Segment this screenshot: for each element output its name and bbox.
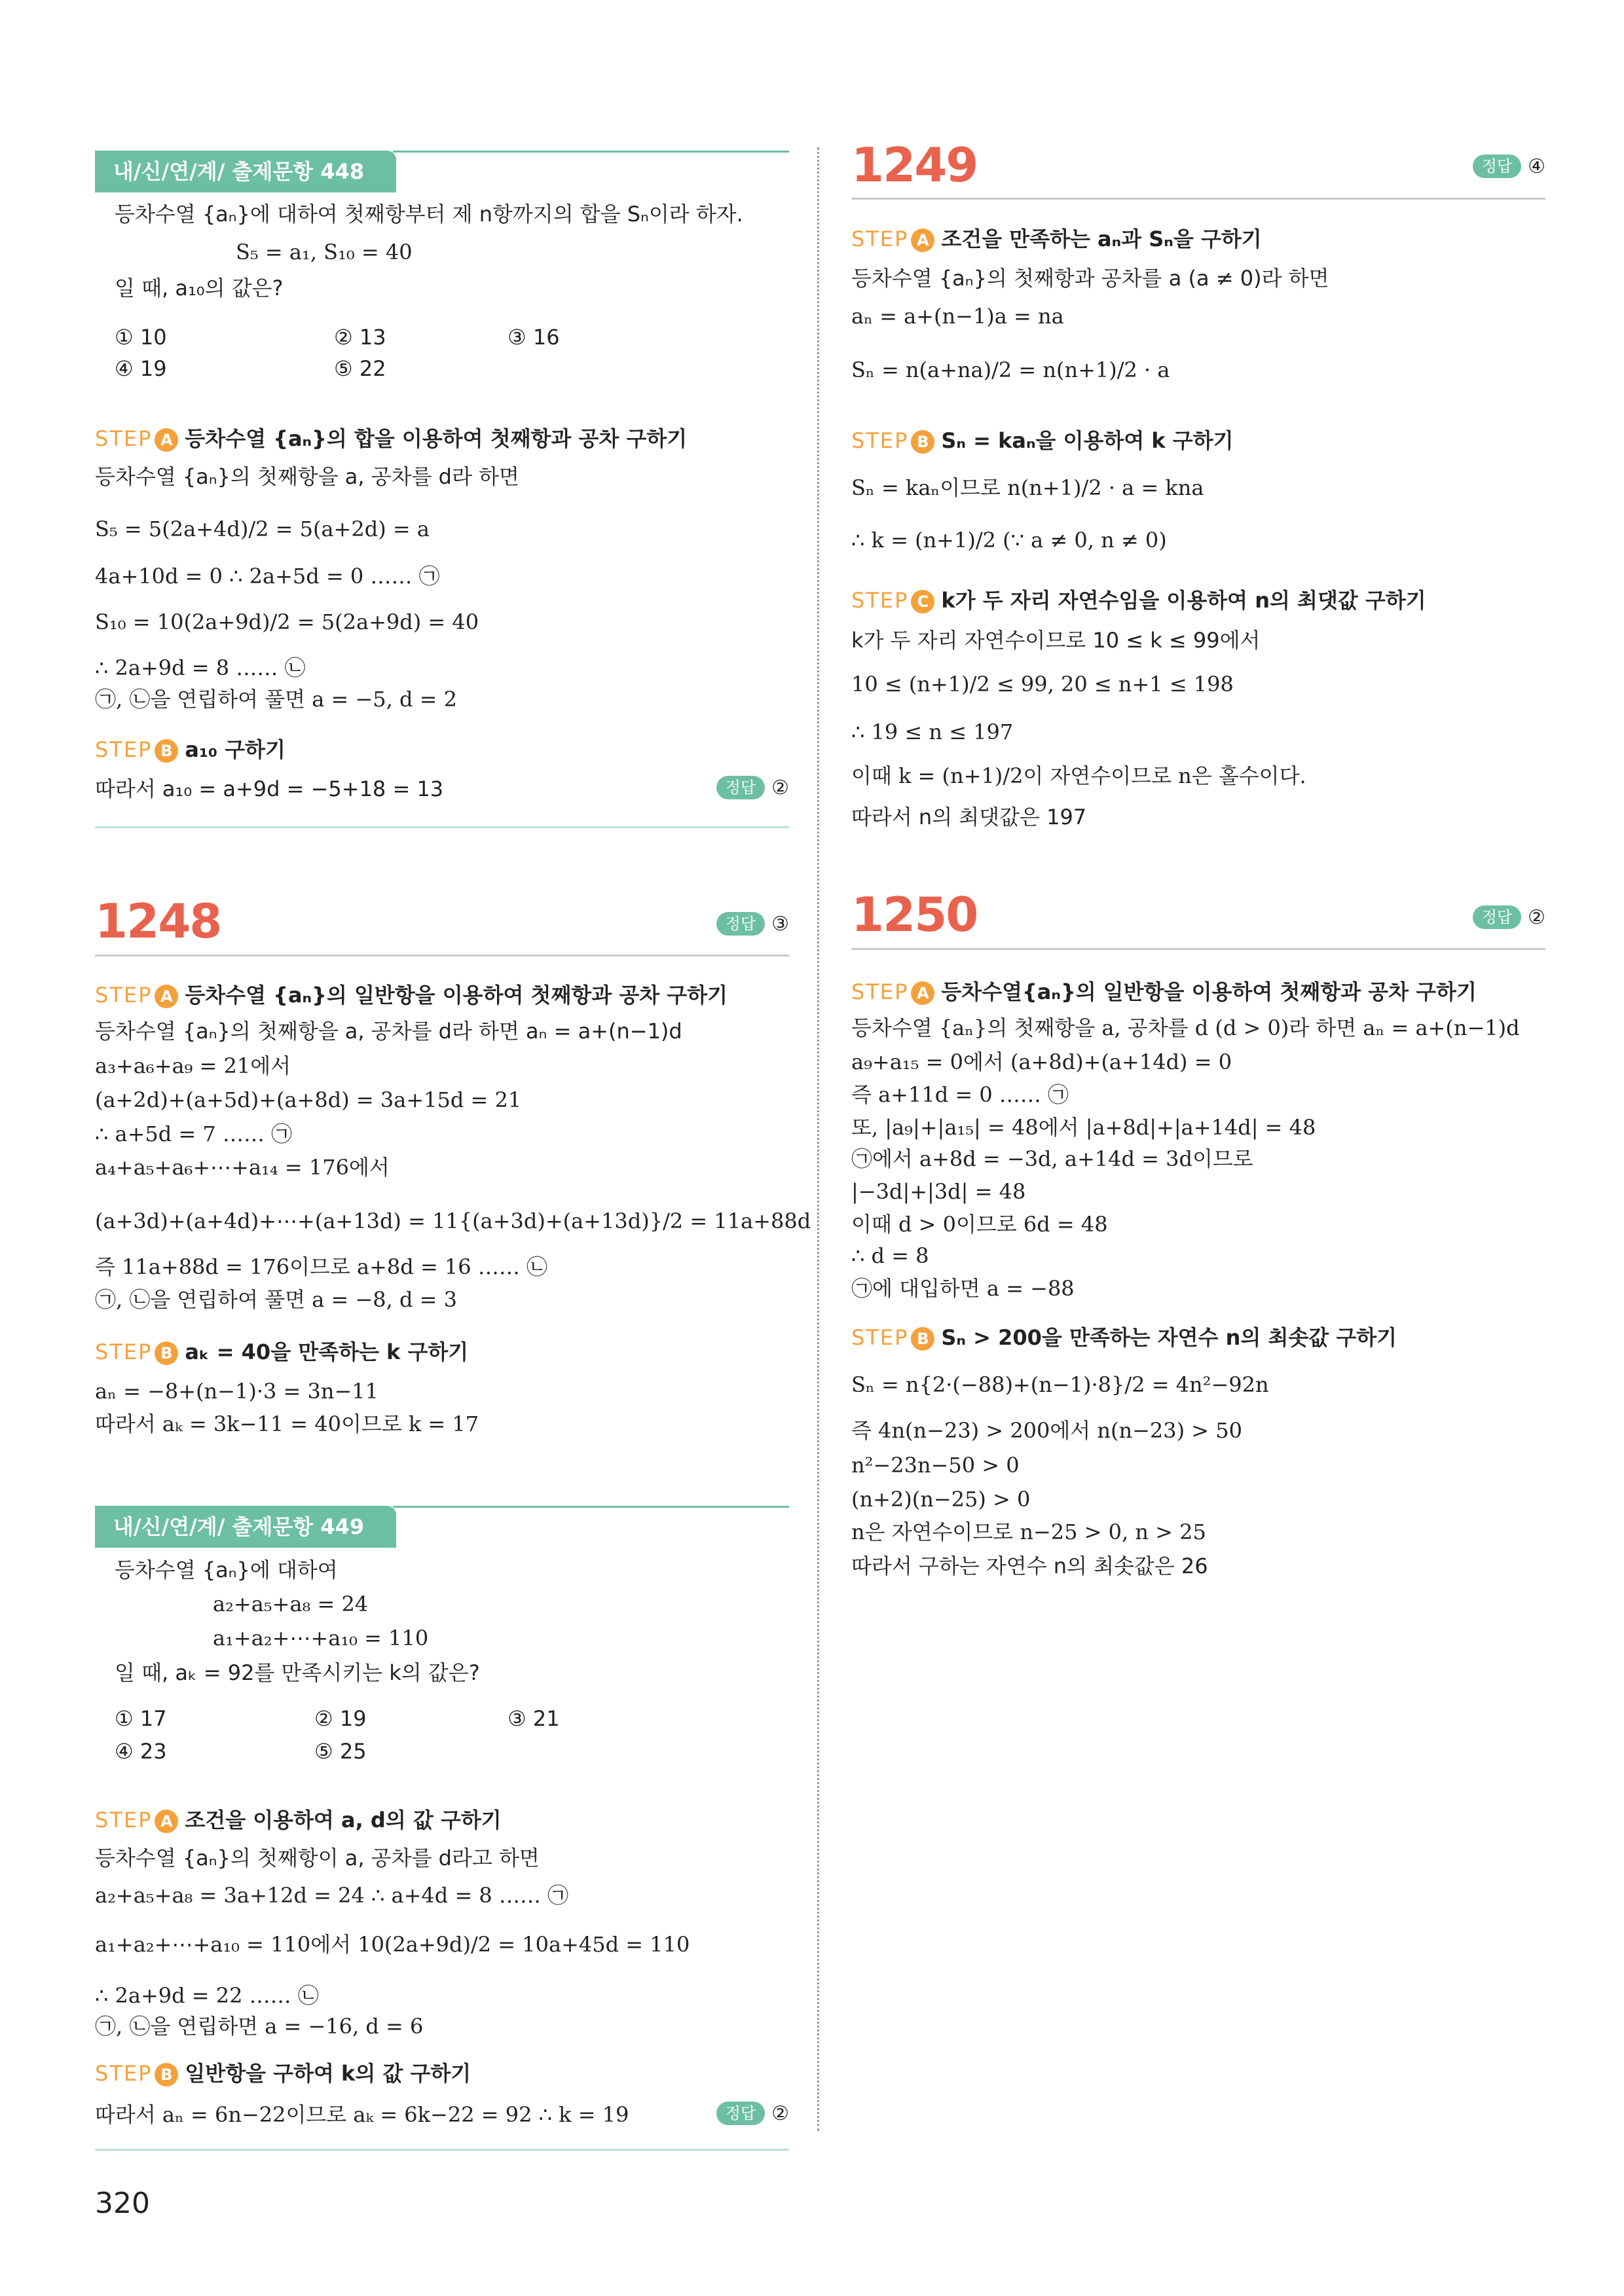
solution-line: n은 자연수이므로 n−25 > 0, n > 25 [851, 1520, 1206, 1544]
solution-line: 즉 4n(n−23) > 200에서 n(n−23) > 50 [851, 1418, 1242, 1443]
solution-line: a₉+a₁₅ = 0에서 (a+8d)+(a+14d) = 0 [851, 1049, 1232, 1074]
solution-line: ∴ 2a+9d = 8 …… ㉡ [95, 655, 306, 680]
choice-3[interactable]: ③ 21 [507, 1706, 560, 1731]
answer-badge [716, 912, 789, 936]
answer-value: ② [771, 2102, 789, 2125]
answer-label: 정답 [716, 776, 765, 799]
solution-line: 따라서 n의 최댓값은 197 [851, 805, 1087, 829]
solution-line: 즉 11a+88d = 176이므로 a+8d = 16 …… ㉡ [95, 1254, 547, 1279]
number-rule [851, 948, 1545, 950]
answer-value: ② [1528, 906, 1545, 929]
solution-line: 4a+10d = 0 ∴ 2a+5d = 0 …… ㉠ [95, 564, 440, 589]
column-divider [817, 147, 819, 2131]
problem-number-1249: 1249 [851, 137, 978, 192]
solution-line: n²−23n−50 > 0 [851, 1453, 1020, 1478]
banner-rule [393, 1506, 789, 1508]
step-a-heading: STEP A 조건을 이용하여 a, d의 값 구하기 [95, 1808, 502, 1832]
solution-line: aₙ = a+(n−1)a = na [851, 304, 1064, 329]
problem-number-1250: 1250 [851, 887, 978, 942]
answer-label: 정답 [1473, 155, 1521, 178]
choice-4[interactable]: ④ 23 [115, 1739, 167, 1764]
step-b-heading: STEP B aₖ = 40을 만족하는 k 구하기 [95, 1339, 469, 1364]
solution-line: a₂+a₅+a₈ = 3a+12d = 24 ∴ a+4d = 8 …… ㉠ [95, 1883, 569, 1908]
solution-line: a₄+a₅+a₆+⋯+a₁₄ = 176에서 [95, 1155, 390, 1180]
choice-2[interactable]: ② 13 [334, 325, 386, 350]
step-b-heading: STEP B Sₙ > 200을 만족하는 자연수 n의 최솟값 구하기 [851, 1325, 1397, 1350]
solution-line: k가 두 자리 자연수이므로 10 ≤ k ≤ 99에서 [851, 628, 1261, 653]
solution-line: ㉠에 대입하면 a = −88 [851, 1276, 1075, 1301]
step-b-heading: STEP B 일반항을 구하여 k의 값 구하기 [95, 2061, 471, 2086]
choice-5[interactable]: ⑤ 22 [334, 356, 386, 381]
step-b-heading: STEP B Sₙ = kaₙ을 이용하여 k 구하기 [851, 428, 1234, 453]
left-column [95, 0, 811, 2296]
answer-badge [716, 2102, 789, 2125]
solution-line: ㉠, ㉡을 연립하여 풀면 a = −5, d = 2 [95, 687, 457, 712]
solution-line: ㉠, ㉡을 연립하여 풀면 a = −8, d = 3 [95, 1287, 457, 1312]
step-a-heading: STEP A 조건을 만족하는 aₙ과 Sₙ을 구하기 [851, 227, 1262, 251]
problem-text: 등차수열 {aₙ}에 대하여 첫째항부터 제 n항까지의 합을 Sₙ이라 하자. [115, 202, 743, 227]
problem-banner-449: 내/신/연/계/ 출제문항 449 [95, 1506, 396, 1548]
choice-1[interactable]: ① 17 [115, 1706, 167, 1731]
section-end-rule [95, 826, 789, 828]
solution-line: aₙ = −8+(n−1)·3 = 3n−11 [95, 1379, 378, 1404]
solution-line: a₁+a₂+⋯+a₁₀ = 110에서 10(2a+9d)/2 = 10a+45d = 110 [95, 1932, 690, 1957]
answer-value: ④ [1528, 155, 1545, 178]
problem-banner-448: 내/신/연/계/ 출제문항 448 [95, 151, 396, 192]
number-rule [95, 955, 789, 957]
solution-line: ∴ k = (n+1)/2 (∵ a ≠ 0, n ≠ 0) [851, 528, 1167, 553]
solution-line: ∴ a+5d = 7 …… ㉠ [95, 1121, 293, 1146]
choice-2[interactable]: ② 19 [314, 1706, 367, 1731]
solution-line: Sₙ = n{2·(−88)+(n−1)·8}/2 = 4n²−92n [851, 1372, 1269, 1397]
solution-line: ㉠에서 a+8d = −3d, a+14d = 3d이므로 [851, 1146, 1253, 1171]
solution-line: 등차수열 {aₙ}의 첫째항이 a, 공차를 d라고 하면 [95, 1846, 540, 1870]
choice-4[interactable]: ④ 19 [115, 356, 167, 381]
problem-question: 일 때, aₖ = 92를 만족시키는 k의 값은? [115, 1660, 480, 1685]
solution-line: (a+3d)+(a+4d)+⋯+(a+13d) = 11{(a+3d)+(a+13d)}/2 = 11a+88d [95, 1209, 811, 1233]
answer-label: 정답 [716, 912, 765, 936]
solution-line: 10 ≤ (n+1)/2 ≤ 99, 20 ≤ n+1 ≤ 198 [851, 672, 1234, 697]
solution-line: 또, |a₉|+|a₁₅| = 48에서 |a+8d|+|a+14d| = 48 [851, 1115, 1316, 1140]
page-number: 320 [95, 2187, 150, 2220]
problem-number-1248: 1248 [95, 894, 221, 949]
answer-label: 정답 [1473, 905, 1521, 929]
solution-line: ∴ d = 8 [851, 1243, 929, 1268]
solution-line: 등차수열 {aₙ}의 첫째항을 a, 공차를 d (d > 0)라 하면 aₙ = a+(n−1)d [851, 1015, 1520, 1040]
solution-line: 따라서 aₙ = 6n−22이므로 aₖ = 6k−22 = 92 ∴ k = 19 [95, 2102, 629, 2127]
choice-1[interactable]: ① 10 [115, 325, 167, 350]
step-a-heading: STEP A 등차수열 {aₙ}의 합을 이용하여 첫째항과 공차 구하기 [95, 426, 688, 451]
solution-line: 이때 d > 0이므로 6d = 48 [851, 1212, 1108, 1237]
solution-line: 따라서 a₁₀ = a+9d = −5+18 = 13 [95, 776, 444, 801]
solution-line: 따라서 aₖ = 3k−11 = 40이므로 k = 17 [95, 1412, 479, 1436]
solution-line: (n+2)(n−25) > 0 [851, 1487, 1031, 1512]
solution-line: 이때 k = (n+1)/2이 자연수이므로 n은 홀수이다. [851, 763, 1306, 788]
section-end-rule [95, 2149, 789, 2151]
solution-line: ∴ 19 ≤ n ≤ 197 [851, 720, 1014, 744]
solution-line: S₁₀ = 10(2a+9d)/2 = 5(2a+9d) = 40 [95, 610, 479, 634]
answer-badge [716, 776, 789, 799]
problem-condition: a₁+a₂+⋯+a₁₀ = 110 [213, 1626, 429, 1650]
right-column [851, 0, 1545, 2296]
answer-badge [1473, 155, 1545, 178]
answer-value: ② [771, 776, 789, 799]
solution-line: ∴ 2a+9d = 22 …… ㉡ [95, 1983, 319, 2008]
step-a-heading: STEP A 등차수열 {aₙ}의 일반항을 이용하여 첫째항과 공차 구하기 [95, 983, 728, 1008]
solution-line: 즉 a+11d = 0 …… ㉠ [851, 1082, 1069, 1107]
step-a-heading: STEP A 등차수열{aₙ}의 일반항을 이용하여 첫째항과 공차 구하기 [851, 979, 1477, 1004]
solution-line: 등차수열 {aₙ}의 첫째항을 a, 공차를 d라 하면 [95, 464, 519, 489]
problem-condition: a₂+a₅+a₈ = 24 [213, 1592, 369, 1616]
answer-value: ③ [771, 913, 789, 936]
problem-question: 일 때, a₁₀의 값은? [115, 276, 284, 301]
problem-condition: S₅ = a₁, S₁₀ = 40 [236, 240, 413, 264]
solution-line: (a+2d)+(a+5d)+(a+8d) = 3a+15d = 21 [95, 1087, 522, 1112]
solution-line: 등차수열 {aₙ}의 첫째항과 공차를 a (a ≠ 0)라 하면 [851, 266, 1329, 291]
solution-line: a₃+a₆+a₉ = 21에서 [95, 1053, 291, 1078]
step-c-heading: STEP C k가 두 자리 자연수임을 이용하여 n의 최댓값 구하기 [851, 588, 1426, 613]
solution-line: 따라서 구하는 자연수 n의 최솟값은 26 [851, 1554, 1208, 1578]
solution-line: Sₙ = kaₙ이므로 n(n+1)/2 · a = kna [851, 475, 1204, 500]
answer-badge [1473, 905, 1545, 929]
solution-line: 등차수열 {aₙ}의 첫째항을 a, 공차를 d라 하면 aₙ = a+(n−1)d [95, 1019, 682, 1044]
choice-5[interactable]: ⑤ 25 [314, 1739, 367, 1764]
solution-line: Sₙ = n(a+na)/2 = n(n+1)/2 · a [851, 357, 1170, 382]
number-rule [851, 198, 1545, 200]
step-b-heading: STEP B a₁₀ 구하기 [95, 737, 286, 762]
solution-line: ㉠, ㉡을 연립하면 a = −16, d = 6 [95, 2014, 424, 2039]
choice-3[interactable]: ③ 16 [507, 325, 560, 350]
solution-line: S₅ = 5(2a+4d)/2 = 5(a+2d) = a [95, 517, 430, 541]
answer-label: 정답 [716, 2102, 765, 2125]
problem-text: 등차수열 {aₙ}에 대하여 [115, 1558, 338, 1582]
banner-rule [393, 151, 789, 153]
solution-line: |−3d|+|3d| = 48 [851, 1179, 1026, 1204]
